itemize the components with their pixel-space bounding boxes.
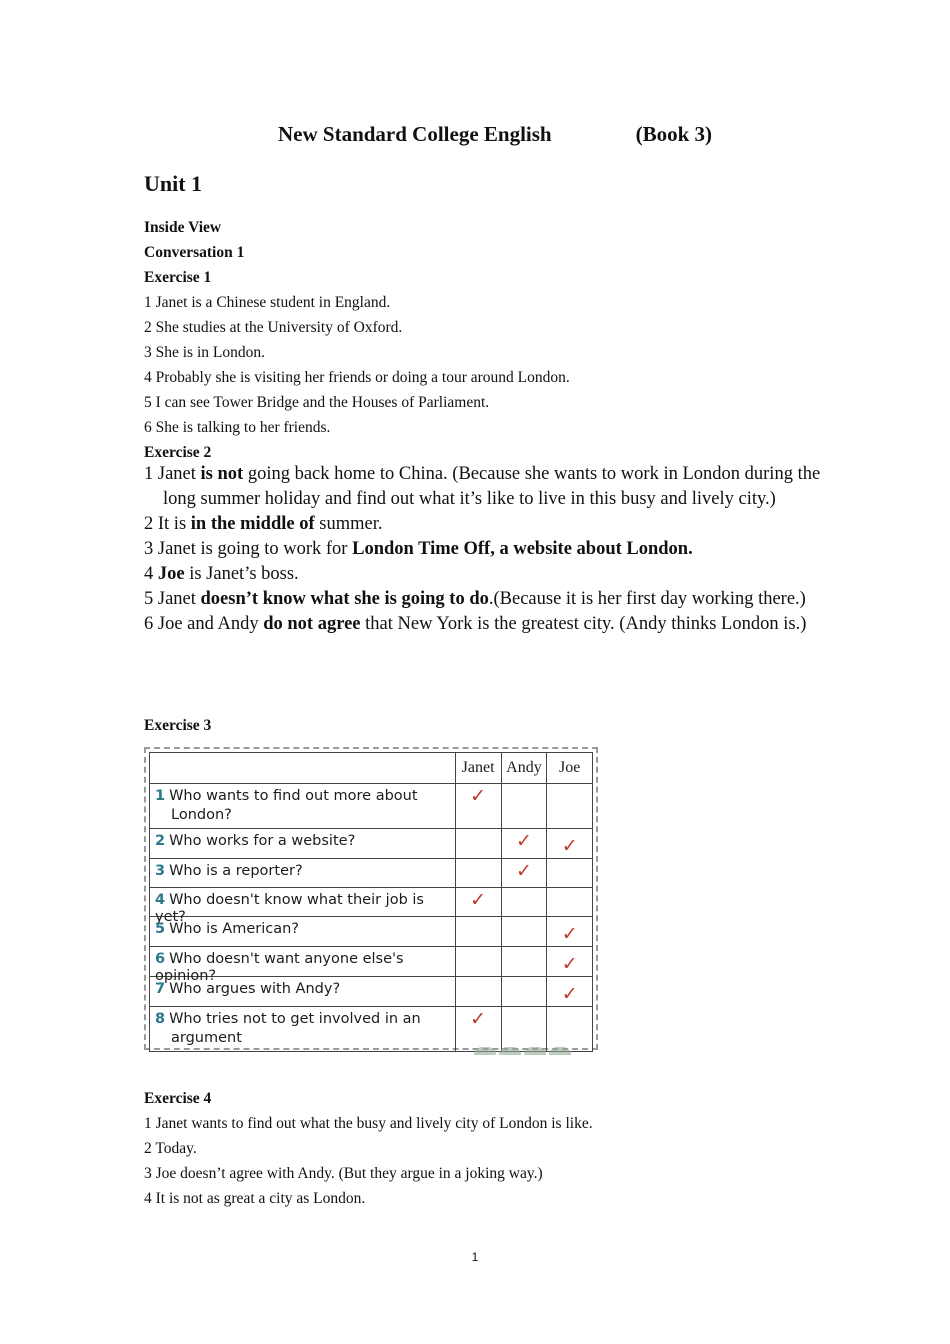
answer-text: is Janet’s boss. xyxy=(184,564,299,584)
table-row xyxy=(150,859,593,888)
exercise2-block xyxy=(144,462,824,637)
exercise1-answer: 5 I can see Tower Bridge and the Houses of Parliament. xyxy=(144,394,490,411)
check-cell-joe xyxy=(547,977,593,1007)
check-cell-andy xyxy=(501,977,547,1007)
answer-emphasis: do not agree xyxy=(263,614,361,634)
check-cell-andy xyxy=(501,888,547,917)
exercise4-block xyxy=(144,1086,593,1211)
check-cell-andy xyxy=(501,917,547,947)
question-number: 7 xyxy=(155,981,166,997)
check-cell-joe xyxy=(547,859,593,888)
question-number: 1 xyxy=(155,788,166,804)
check-cell-joe xyxy=(547,784,593,829)
question-number: 3 xyxy=(155,863,166,879)
checkmark-icon: ✓ xyxy=(561,953,578,975)
exercise2-answer xyxy=(144,612,824,637)
answer-text: 5 Janet xyxy=(144,589,201,609)
answer-text: 2 It is xyxy=(144,514,191,534)
question-number: 8 xyxy=(155,1011,166,1027)
check-cell-andy xyxy=(501,947,547,977)
page-number: 1 xyxy=(471,1250,479,1264)
question-text: Who is American? xyxy=(169,921,299,937)
answer-text: 3 Janet is going to work for xyxy=(144,539,353,559)
book-volume: (Book 3) xyxy=(635,122,713,146)
exercise2-answer xyxy=(144,562,824,587)
question-number: 5 xyxy=(155,921,166,937)
exercise2-answer xyxy=(144,462,824,512)
table-row xyxy=(150,917,593,947)
decorative-shapes xyxy=(474,1042,574,1050)
check-cell-janet xyxy=(455,977,501,1007)
exercise2-answer xyxy=(144,587,824,612)
question-cell xyxy=(150,888,456,925)
exercise2-heading: Exercise 2 xyxy=(144,444,212,461)
table-header-row xyxy=(150,753,593,784)
question-text: Who tries not to get involved in an xyxy=(169,1011,421,1027)
check-cell-joe xyxy=(547,888,593,917)
answer-text: summer. xyxy=(314,514,383,534)
checkmark-icon: ✓ xyxy=(561,923,578,945)
question-cell xyxy=(150,859,456,888)
book-title: New Standard College English xyxy=(278,122,552,146)
question-text: Who works for a website? xyxy=(169,833,356,849)
checkmark-icon: ✓ xyxy=(470,1008,487,1030)
question-text-overflow: opinion? xyxy=(155,968,217,984)
exercise1-answer: 3 She is in London. xyxy=(144,344,265,361)
column-header-joe: Joe xyxy=(547,753,593,784)
document-title xyxy=(278,122,712,147)
answer-emphasis: Joe xyxy=(157,564,185,584)
answer-text: going back home to China. (Because she wants to work in London during the long summer holiday and find out what it’s like to live in this busy and lively city.) xyxy=(163,464,821,509)
exercise1-heading: Exercise 1 xyxy=(144,269,212,286)
answer-emphasis: is not xyxy=(200,464,244,484)
check-cell-janet xyxy=(455,947,501,977)
exercise3-table-image xyxy=(144,747,598,1050)
check-cell-janet xyxy=(455,859,501,888)
exercise1-answer: 4 Probably she is visiting her friends or doing a tour around London. xyxy=(144,369,570,386)
check-cell-janet xyxy=(455,784,501,829)
check-cell-janet xyxy=(455,888,501,917)
checkmark-icon: ✓ xyxy=(515,860,532,882)
checkmark-icon: ✓ xyxy=(561,835,578,857)
question-text: Who doesn't want anyone else's xyxy=(169,951,404,967)
check-cell-andy xyxy=(501,859,547,888)
answer-text: .(Because it is her first day working there.) xyxy=(488,589,806,609)
answer-emphasis: London Time Off, a website about London. xyxy=(352,539,693,559)
question-cell xyxy=(150,784,456,829)
table-row xyxy=(150,784,593,829)
answer-text: that New York is the greatest city. (Andy thinks London is.) xyxy=(360,614,807,634)
question-cell xyxy=(150,947,456,984)
question-cell xyxy=(150,977,456,1007)
exercise4-answer: 1 Janet wants to find out what the busy and lively city of London is like. xyxy=(144,1115,593,1132)
question-text-overflow: yet? xyxy=(155,909,186,925)
answer-text: 1 Janet xyxy=(144,464,201,484)
exercise4-answer: 4 It is not as great a city as London. xyxy=(144,1190,366,1207)
unit-heading: Unit 1 xyxy=(144,171,203,196)
exercise1-answer: 1 Janet is a Chinese student in England. xyxy=(144,294,391,311)
answer-text: 4 xyxy=(144,564,158,584)
answer-emphasis: doesn’t know what she is going to do xyxy=(200,589,489,609)
checkmark-icon: ✓ xyxy=(515,830,532,852)
exercise3-table xyxy=(149,752,593,1052)
answer-text: 6 Joe and Andy xyxy=(144,614,264,634)
table-row xyxy=(150,977,593,1007)
question-cell xyxy=(150,917,456,947)
exercise4-heading: Exercise 4 xyxy=(144,1090,212,1107)
question-text-continued: London? xyxy=(171,807,232,823)
exercise4-answer: 2 Today. xyxy=(144,1140,197,1157)
check-cell-janet xyxy=(455,917,501,947)
check-cell-joe xyxy=(547,947,593,977)
check-cell-joe xyxy=(547,829,593,859)
question-number: 2 xyxy=(155,833,166,849)
conversation-heading: Conversation 1 xyxy=(144,244,245,261)
question-number: 4 xyxy=(155,892,166,908)
column-header-janet: Janet xyxy=(455,753,501,784)
exercise1-block xyxy=(144,215,570,465)
question-text: Who is a reporter? xyxy=(169,863,303,879)
exercise3-heading: Exercise 3 xyxy=(144,717,212,734)
check-cell-andy xyxy=(501,784,547,829)
table-row xyxy=(150,829,593,859)
check-cell-janet xyxy=(455,829,501,859)
question-text-continued: argument xyxy=(171,1030,242,1046)
check-cell-andy xyxy=(501,829,547,859)
question-text: Who wants to find out more about xyxy=(169,788,418,804)
question-cell xyxy=(150,1007,456,1052)
question-cell xyxy=(150,829,456,859)
column-header-andy: Andy xyxy=(501,753,547,784)
answer-emphasis: in the middle of xyxy=(190,514,315,534)
table-body xyxy=(150,784,593,1052)
check-cell-joe xyxy=(547,917,593,947)
table-row xyxy=(150,888,593,917)
section-heading: Inside View xyxy=(144,219,222,236)
exercise2-answer xyxy=(144,512,824,537)
question-text: Who doesn't know what their job is xyxy=(169,892,424,908)
exercise4-answer: 3 Joe doesn’t agree with Andy. (But they argue in a joking way.) xyxy=(144,1165,543,1182)
question-number: 6 xyxy=(155,951,166,967)
table-row xyxy=(150,947,593,977)
question-column-header xyxy=(150,753,456,784)
exercise1-answer: 2 She studies at the University of Oxford. xyxy=(144,319,403,336)
checkmark-icon: ✓ xyxy=(470,889,487,911)
exercise2-answer xyxy=(144,537,824,562)
question-text: Who argues with Andy? xyxy=(169,981,341,997)
checkmark-icon: ✓ xyxy=(561,983,578,1005)
exercise1-answer: 6 She is talking to her friends. xyxy=(144,419,331,436)
checkmark-icon: ✓ xyxy=(470,785,487,807)
